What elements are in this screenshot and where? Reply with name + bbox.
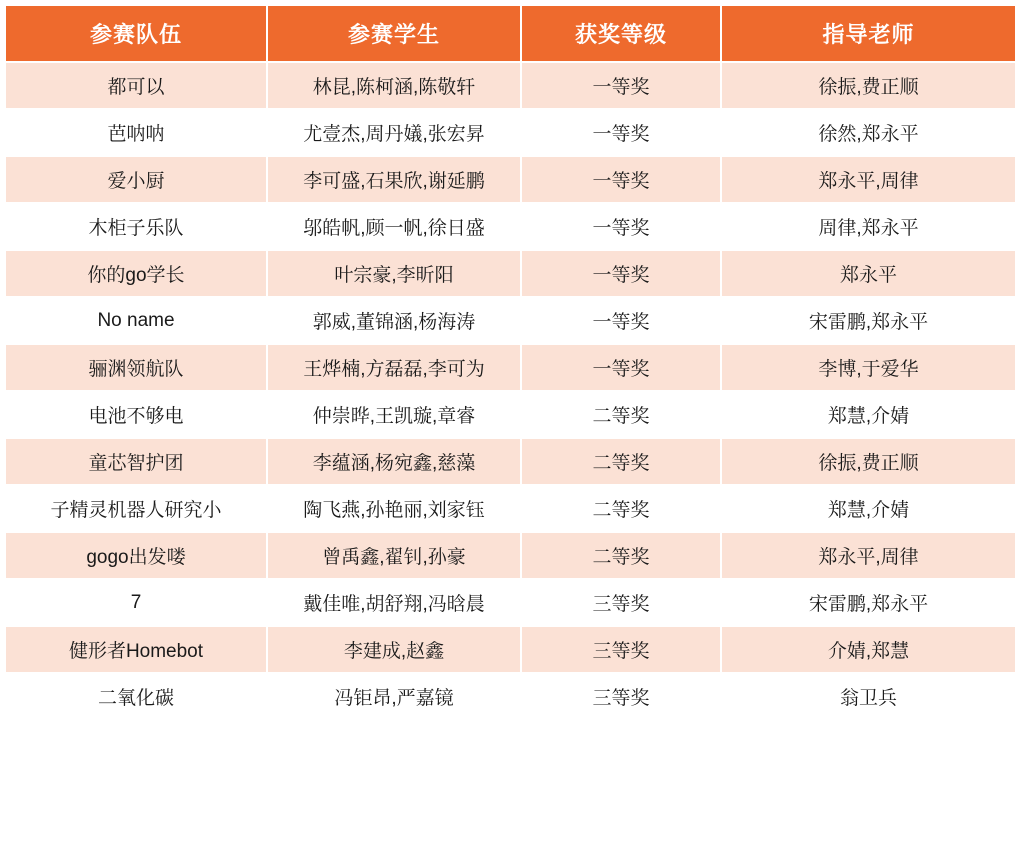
cell-teachers: 翁卫兵 <box>721 673 1016 720</box>
cell-award: 一等奖 <box>521 297 721 344</box>
table-row <box>5 297 1016 344</box>
cell-team: 都可以 <box>5 62 267 109</box>
cell-teachers: 李博,于爱华 <box>721 344 1016 391</box>
cell-students: 仲崇晔,王凯璇,章睿 <box>267 391 521 438</box>
cell-award: 二等奖 <box>521 438 721 485</box>
cell-team: 童芯智护团 <box>5 438 267 485</box>
cell-award: 一等奖 <box>521 203 721 250</box>
table-header <box>5 5 1016 62</box>
cell-students: 冯钜昂,严嘉镜 <box>267 673 521 720</box>
cell-teachers: 郑永平,周律 <box>721 156 1016 203</box>
table-row <box>5 485 1016 532</box>
cell-team: 木柜子乐队 <box>5 203 267 250</box>
cell-students: 曾禹鑫,翟钊,孙豪 <box>267 532 521 579</box>
column-header-team: 参赛队伍 <box>5 5 267 62</box>
cell-students: 林昆,陈柯涵,陈敬轩 <box>267 62 521 109</box>
table-row <box>5 344 1016 391</box>
cell-team: 芭呐呐 <box>5 109 267 156</box>
column-header-students: 参赛学生 <box>267 5 521 62</box>
table-row <box>5 250 1016 297</box>
cell-award: 二等奖 <box>521 532 721 579</box>
table-row <box>5 62 1016 109</box>
cell-teachers: 宋雷鹏,郑永平 <box>721 297 1016 344</box>
cell-team: gogo出发喽 <box>5 532 267 579</box>
cell-students: 陶飞燕,孙艳丽,刘家钰 <box>267 485 521 532</box>
table-row <box>5 109 1016 156</box>
cell-teachers: 郑慧,介婧 <box>721 485 1016 532</box>
cell-teachers: 徐振,费正顺 <box>721 62 1016 109</box>
cell-teachers: 宋雷鹏,郑永平 <box>721 579 1016 626</box>
cell-award: 二等奖 <box>521 485 721 532</box>
cell-team: No name <box>5 297 267 344</box>
cell-team: 电池不够电 <box>5 391 267 438</box>
cell-teachers: 郑慧,介婧 <box>721 391 1016 438</box>
cell-award: 二等奖 <box>521 391 721 438</box>
cell-students: 邬皓帆,顾一帆,徐日盛 <box>267 203 521 250</box>
column-header-teachers: 指导老师 <box>721 5 1016 62</box>
cell-award: 一等奖 <box>521 344 721 391</box>
cell-team: 7 <box>5 579 267 626</box>
cell-teachers: 介婧,郑慧 <box>721 626 1016 673</box>
cell-students: 郭威,董锦涵,杨海涛 <box>267 297 521 344</box>
cell-students: 李建成,赵鑫 <box>267 626 521 673</box>
cell-students: 尤壹杰,周丹嬟,张宏昇 <box>267 109 521 156</box>
cell-teachers: 徐振,费正顺 <box>721 438 1016 485</box>
cell-teachers: 郑永平 <box>721 250 1016 297</box>
cell-team: 健形者Homebot <box>5 626 267 673</box>
cell-team: 爱小厨 <box>5 156 267 203</box>
cell-award: 一等奖 <box>521 62 721 109</box>
table-row <box>5 532 1016 579</box>
table-row <box>5 438 1016 485</box>
table-row <box>5 626 1016 673</box>
table-row <box>5 673 1016 720</box>
cell-students: 李蕴涵,杨宛鑫,慈藻 <box>267 438 521 485</box>
table-row <box>5 156 1016 203</box>
cell-team: 二氧化碳 <box>5 673 267 720</box>
cell-award: 一等奖 <box>521 109 721 156</box>
table-body <box>5 62 1016 720</box>
cell-students: 戴佳唯,胡舒翔,冯晗晨 <box>267 579 521 626</box>
table-row <box>5 203 1016 250</box>
cell-teachers: 周律,郑永平 <box>721 203 1016 250</box>
cell-students: 叶宗豪,李昕阳 <box>267 250 521 297</box>
column-header-award: 获奖等级 <box>521 5 721 62</box>
cell-teachers: 徐然,郑永平 <box>721 109 1016 156</box>
cell-students: 李可盛,石果欣,谢延鹏 <box>267 156 521 203</box>
table-header-row <box>5 5 1016 62</box>
cell-team: 骊渊领航队 <box>5 344 267 391</box>
cell-students: 王烨楠,方磊磊,李可为 <box>267 344 521 391</box>
award-results-table <box>4 4 1017 721</box>
cell-award: 一等奖 <box>521 250 721 297</box>
cell-award: 一等奖 <box>521 156 721 203</box>
cell-team: 你的go学长 <box>5 250 267 297</box>
table-row <box>5 391 1016 438</box>
cell-award: 三等奖 <box>521 626 721 673</box>
cell-award: 三等奖 <box>521 673 721 720</box>
cell-team: 子精灵机器人研究小 <box>5 485 267 532</box>
cell-teachers: 郑永平,周律 <box>721 532 1016 579</box>
cell-award: 三等奖 <box>521 579 721 626</box>
table-row <box>5 579 1016 626</box>
